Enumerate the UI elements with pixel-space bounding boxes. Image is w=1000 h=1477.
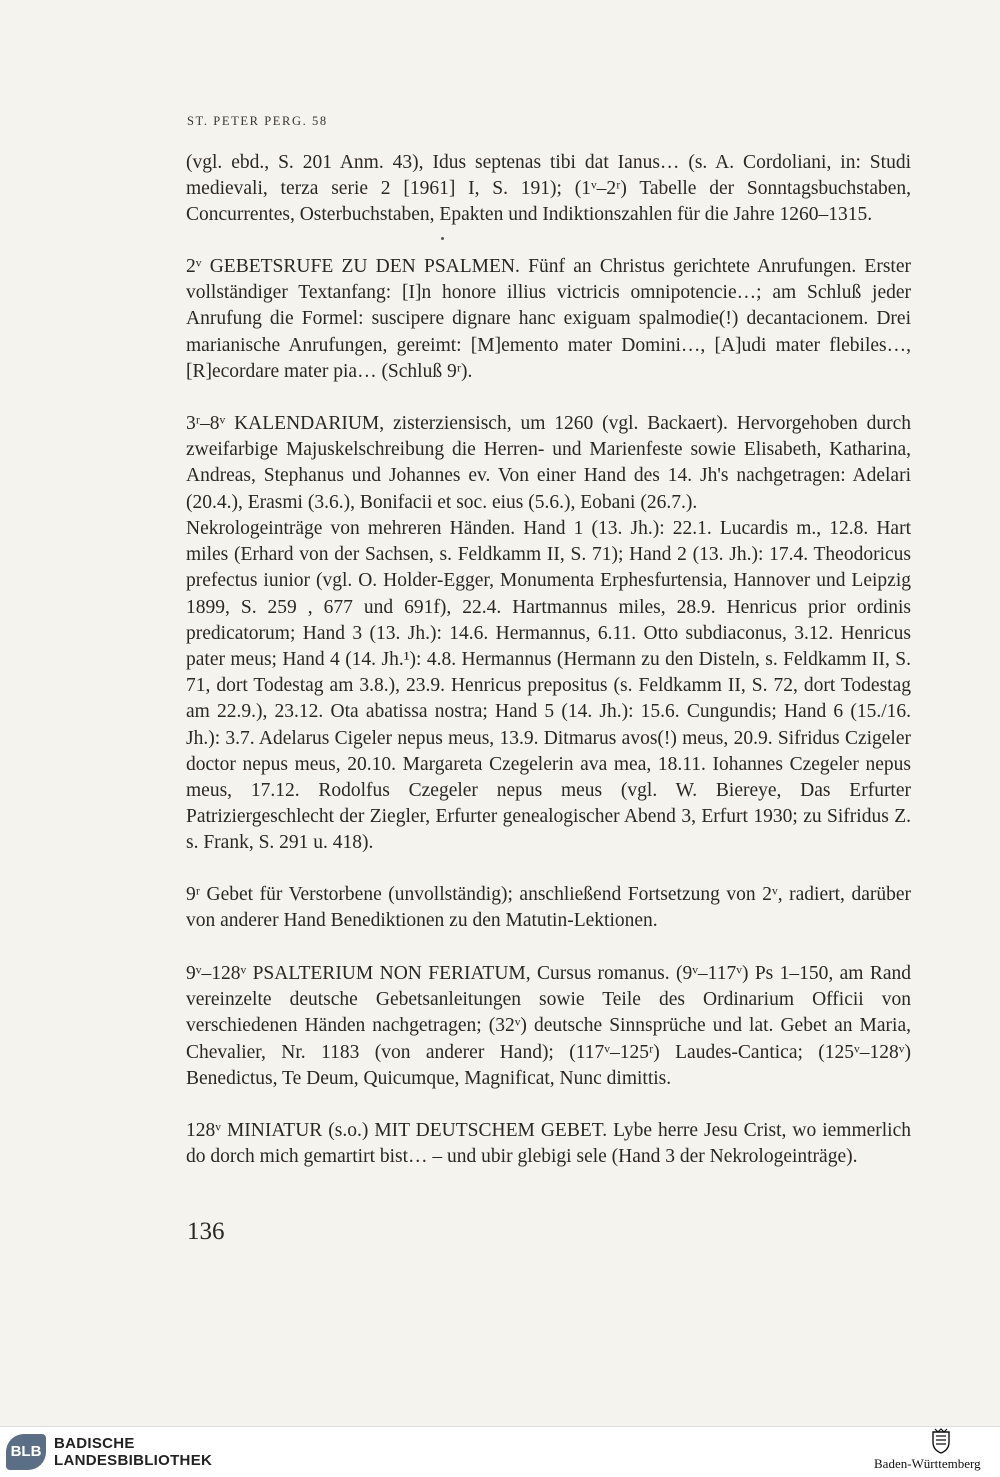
stray-mark bbox=[441, 237, 444, 240]
paragraph-kalendarium: 3ʳ–8ᵛ KALENDARIUM, zisterziensisch, um 1260 (vgl. Backaert). Hervorgehoben durch zweifarbige Majuskelschreibung die Herren- und Marienfeste sowie Elisabeth, Katharina, Andreas, Stephanus und Johannes ev. Von einer Hand des 14. Jh's nachgetragen: Adelari (20.4.), Erasmi (3.6.), Bonifacii et soc. eius (5.6.), Eobani (26.7.). bbox=[186, 413, 911, 513]
library-name bbox=[54, 1435, 212, 1469]
paragraph-miniatur: 128ᵛ MINIATUR (s.o.) MIT DEUTSCHEM GEBET. Lybe herre Jesu Crist, wo iemmerlich do dorch mich gemartirt bist… – und ubir glebigi sele (Hand 3 der Nekrologeinträge). bbox=[186, 1120, 911, 1168]
paragraph-nekrolog: Nekrologeinträge von mehreren Händen. Hand 1 (13. Jh.): 22.1. Lucardis m., 12.8. Hart miles (Erhard von der Sachsen, s. Feldkamm II, S. 71); Hand 2 (13. Jh.): 17.4. Theodoricus prefectus iunior (vgl. O. Holder-Egger, Monumenta Erphesfurtensia, Hannover und Leipzig 1899, S. 259 , 677 und 691f), 22.4. Hartmannus miles, 28.9. Henricus prior ordinis predicatorum; Hand 3 (13. Jh.): 14.6. Hermannus, 6.11. Otto subdiaconus, 3.12. Henricus pater meus; Hand 4 (14. Jh.¹): 4.8. Hermannus (Hermann zu den Disteln, s. Feldkamm II, S. 71, dort Todestag am 3.8.), 23.9. Henricus prepositus (s. Feldkamm II, S. 72, dort Todestag am 22.9.), 23.12. Ota abatissa nostra; Hand 5 (14. Jh.): 15.6. Cungundis; Hand 6 (15./16. Jh.): 3.7. Adelarus Cigeler nepus meus, 13.9. Ditmarus avos(!) meus, 20.9. Sifridus Czigeler doctor nepus meus, 20.10. Margareta Czegelerin ava mea, 18.11. Iohannes Czegeler nepus meus, 17.12. Rodolfus Czegeler nepus meus (vgl. W. Biereye, Das Erfurter Patriziergeschlecht der Ziegler, Erfurter genealogischer Abend 3, Erfurt 1930; zu Sifridus Z. s. Frank, S. 291 u. 418). bbox=[186, 518, 911, 854]
paragraph-psalterium: 9ᵛ–128ᵛ PSALTERIUM NON FERIATUM, Cursus romanus. (9ᵛ–117ᵛ) Ps 1–150, am Rand vereinzelte deutsche Gebetsanleitungen sowie Teile des Ordinarium Officii von verschiedenen Händen nachgetragen; (32ᵛ) deutsche Sinnsprüche und lat. Gebet an Maria, Chevalier, Nr. 1183 (von anderer Hand); (117ᵛ–125ʳ) Laudes-Cantica; (125ᵛ–128ᵛ) Benedictus, Te Deum, Quicumque, Magnificat, Nunc dimittis. bbox=[186, 963, 911, 1089]
paragraph-computus: (vgl. ebd., S. 201 Anm. 43), Idus septenas tibi dat Ianus… (s. A. Cordoliani, in: Studi medievali, terza serie 2 [1961] I, S. 191); (1ᵛ–2ʳ) Tabelle der Sonntagsbuchstaben, Concurrentes, Osterbuchstaben, Epakten und Indiktionszahlen für die Jahre 1260–1315. bbox=[186, 152, 911, 226]
blb-logo[interactable]: BLB bbox=[6, 1434, 46, 1470]
coat-of-arms-icon bbox=[930, 1428, 952, 1454]
library-name-line1: BADISCHE bbox=[54, 1435, 135, 1452]
page-number: 136 bbox=[187, 1218, 225, 1245]
paragraph-gebet-verstorbene: 9ʳ Gebet für Verstorbene (unvollständig); anschließend Fortsetzung von 2ᵛ, radiert, darüber von anderer Hand Benediktionen zu den Matutin-Lektionen. bbox=[186, 884, 911, 932]
running-head: ST. PETER PERG. 58 bbox=[187, 114, 328, 128]
region-label: Baden-Württemberg bbox=[874, 1456, 981, 1471]
library-footer bbox=[0, 1426, 1000, 1477]
paragraph-gebetsrufe: 2ᵛ GEBETSRUFE ZU DEN PSALMEN. Fünf an Christus gerichtete Anrufungen. Erster vollständiger Textanfang: [I]n honore illius victricis omnipotencie…; am Schluß jeder Anrufung die Formel: suscipere dignare hanc exiguam spalmodie(!) decantacionem. Drei marianische Anrufungen, gereimt: [M]emento mater Domini…, [A]udi mater flebiles…, [R]ecordare mater pia… (Schluß 9ʳ). bbox=[186, 256, 911, 382]
library-name-line2: LANDESBIBLIOTHEK bbox=[54, 1452, 213, 1469]
